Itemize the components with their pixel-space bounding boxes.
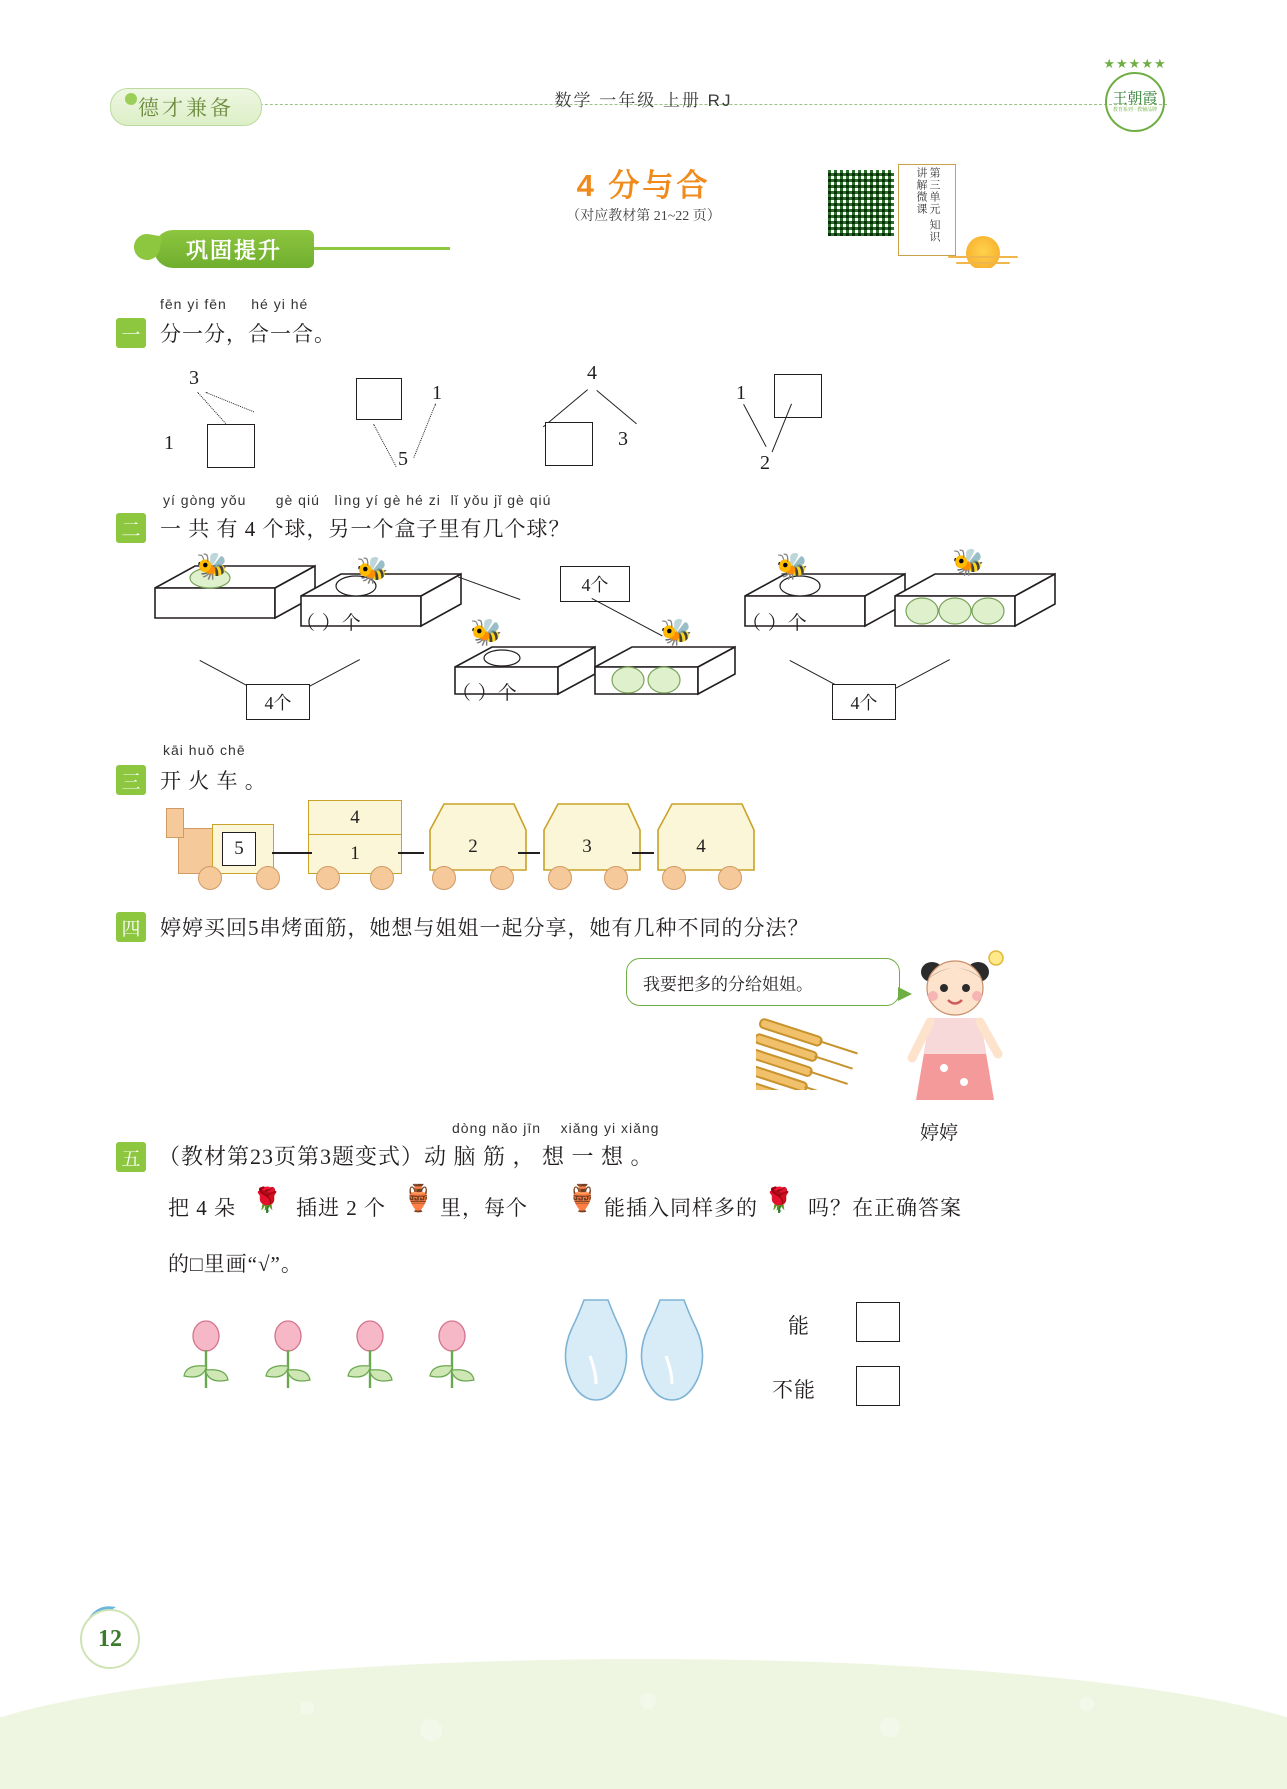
train-coupler	[272, 852, 312, 854]
train-chimney	[166, 808, 184, 838]
bee-icon: 🐝	[952, 548, 985, 577]
diagram1-left-value: 1	[164, 432, 174, 454]
character-name-label: 婷婷	[920, 1123, 959, 1144]
option-1-checkbox[interactable]	[856, 1302, 900, 1342]
page-number: 12	[80, 1609, 140, 1669]
train-wheel	[548, 866, 572, 890]
section-ribbon-label: 巩固提升	[154, 230, 314, 268]
exercise-number-4: 四	[116, 912, 146, 942]
diagram3-branch-right	[596, 390, 636, 424]
train-wheel	[370, 866, 394, 890]
bee-icon: 🐝	[196, 552, 229, 581]
exercise-4-text: 婷婷买回5串烤面筋，她想与姐姐一起分享，她有几种不同的分法？	[160, 916, 810, 940]
bee-icon: 🐝	[776, 552, 809, 581]
exercise-2-blank-3[interactable]: （ ）个	[742, 613, 808, 634]
bee-icon: 🐝	[356, 556, 389, 585]
exercise-number-1: 一	[116, 318, 146, 348]
diagram3-top-value: 4	[587, 362, 597, 384]
train-wheel	[198, 866, 222, 890]
exercise-3-pinyin: kāi huǒ chē	[163, 742, 246, 758]
speech-bubble	[626, 958, 900, 1006]
exercise-2-pinyin: yí gòng yǒu gè qiú lìng yí gè hé zi lǐ yǒu jǐ gè qiú	[163, 492, 552, 508]
girl-character-illustration	[900, 950, 1010, 1110]
publisher-logo	[1087, 58, 1183, 130]
exercise-2-text: 一 共 有 4 个球，另一个盒子里有几个球？	[160, 517, 571, 541]
speech-bubble-text: 我要把多的分给姐姐。	[643, 974, 813, 994]
train-top-value: 4	[350, 807, 360, 828]
exercise-1-text: 分一分，合一合。	[160, 322, 336, 346]
exercise-3-text: 开 火 车 。	[160, 769, 267, 793]
rose-icon: 🌹	[764, 1188, 794, 1214]
logo-text: 王朝霞	[1112, 90, 1158, 107]
leaf-icon	[125, 93, 137, 105]
bee-icon: 🐝	[660, 618, 693, 647]
train-wheel	[316, 866, 340, 890]
train-wheel	[432, 866, 456, 890]
qr-code-block[interactable]	[826, 168, 956, 252]
train-car-1-value: 1	[350, 843, 360, 864]
exercise-5-pinyin: dòng nǎo jīn xiǎng yi xiǎng	[452, 1120, 660, 1136]
exercise-5-text: （教材第23页第3题变式）动 脑 筋 ， 想 一 想 。	[158, 1144, 654, 1169]
exercise-5-line1-part5: 吗？在正确答案	[808, 1196, 962, 1220]
sun-decoration-icon	[948, 232, 1018, 268]
diagram2-branch-left	[373, 424, 396, 467]
exercise-number-2: 二	[116, 513, 146, 543]
stars-icon: ★★★★★	[1103, 56, 1167, 71]
train-wheel	[256, 866, 280, 890]
train-car-2-value: 2	[468, 836, 478, 857]
brand-badge-left	[110, 88, 262, 126]
diagram2-answer-box[interactable]	[356, 378, 402, 420]
section-ribbon	[128, 228, 338, 270]
header-title: 数学 一年级 上册 RJ	[554, 91, 733, 110]
train-wheel	[662, 866, 686, 890]
box-group-f-illustration	[880, 556, 1170, 666]
vase-icon: 🏺	[566, 1184, 599, 1213]
train-coupler	[632, 852, 654, 854]
roses-row-illustration	[178, 1318, 478, 1408]
train-wheel	[604, 866, 628, 890]
diagram4-branch-left	[743, 404, 766, 447]
vase-icon: 🏺	[402, 1184, 435, 1213]
logo-subtext: 教育系列 · 教辅品牌	[1112, 107, 1158, 113]
diagram4-answer-box[interactable]	[774, 374, 822, 418]
exercise-2-total-b: 4个	[560, 566, 630, 602]
exercise-number-3: 三	[116, 765, 146, 795]
exercise-2-total-a: 4个	[246, 684, 310, 720]
diagram3-right-value: 3	[618, 428, 628, 450]
train-top-car	[308, 800, 402, 836]
diagram2-branch-right	[413, 404, 436, 458]
option-1-label: 能	[788, 1314, 810, 1338]
exercise-5-line1-part2: 插进 2 个	[296, 1196, 386, 1220]
diagram1-answer-box[interactable]	[207, 424, 255, 468]
exercise-number-5: 五	[116, 1142, 146, 1172]
footer-decoration	[0, 1599, 1287, 1789]
diagram1-top-value: 3	[189, 367, 199, 389]
train-wheel	[490, 866, 514, 890]
train-car-4-value: 4	[696, 836, 706, 857]
exercise-2-blank-2[interactable]: （ ）个	[452, 683, 518, 704]
qr-code-label: 第三单元 知识讲解微课	[915, 167, 940, 243]
exercise-5-line1-part3: 里，每个	[440, 1196, 528, 1220]
diagram4-bottom-value: 2	[760, 452, 770, 474]
logo-circle	[1105, 72, 1165, 132]
exercise-5-line1-part4: 能插入同样多的	[604, 1196, 758, 1220]
qr-code-icon[interactable]	[826, 168, 896, 238]
page-title: 4 分与合	[576, 168, 711, 203]
brand-badge-label: 德才兼备	[138, 96, 234, 120]
option-2-label: 不能	[772, 1378, 816, 1402]
skewer-illustration	[756, 1010, 896, 1090]
exercise-2-blank-1[interactable]: （ ）个	[296, 613, 362, 634]
bee-icon: 🐝	[470, 618, 503, 647]
train-engine-value[interactable]: 5	[222, 832, 256, 866]
page-subtitle: （对应教材第 21~22 页）	[566, 209, 721, 224]
exercise-1-pinyin: fēn yi fēn hé yi hé	[160, 296, 309, 312]
train-car-3-value: 3	[582, 836, 592, 857]
diagram4-left-value: 1	[736, 382, 746, 404]
diagram2-bottom-value: 5	[398, 448, 408, 470]
option-2-checkbox[interactable]	[856, 1366, 900, 1406]
train-coupler	[518, 852, 540, 854]
train-wheel	[718, 866, 742, 890]
exercise-5-line2: 的□里画“√”。	[168, 1252, 303, 1276]
train-coupler	[398, 852, 424, 854]
diagram2-right-value: 1	[432, 382, 442, 404]
vases-illustration	[556, 1296, 716, 1416]
diagram3-answer-box[interactable]	[545, 422, 593, 466]
rose-icon: 🌹	[252, 1188, 282, 1214]
exercise-5-line1-part1: 把 4 朵	[168, 1196, 236, 1220]
exercise-2-total-c: 4个	[832, 684, 896, 720]
exercise-2-arrow-b2	[592, 598, 663, 636]
